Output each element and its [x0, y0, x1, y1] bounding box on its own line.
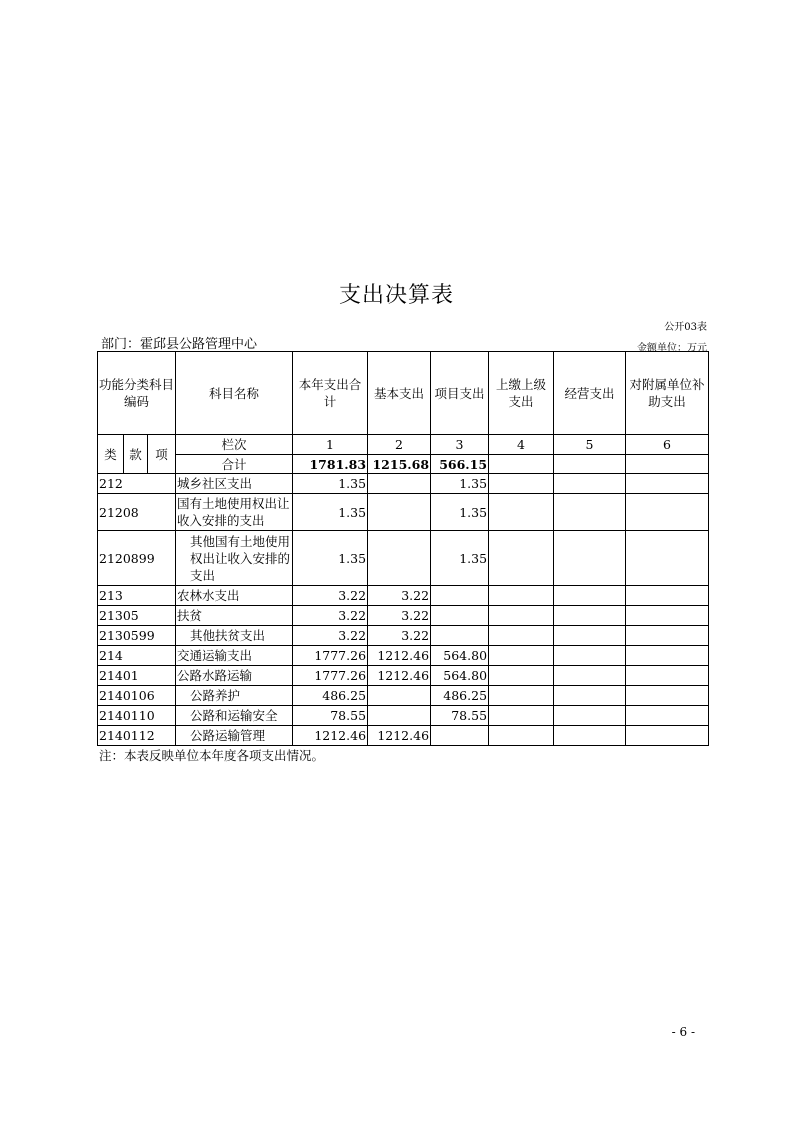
row-upper	[489, 646, 554, 666]
row-name: 农林水支出	[176, 586, 293, 606]
department-label: 部门：霍邱县公路管理中心	[101, 337, 258, 352]
row-subsidy	[626, 606, 709, 626]
row-code: 2140106	[98, 686, 176, 706]
row-basic	[368, 531, 431, 586]
row-name: 交通运输支出	[176, 646, 293, 666]
table-row	[98, 626, 709, 646]
row-subsidy	[626, 726, 709, 746]
row-basic: 3.22	[368, 626, 431, 646]
totals-row	[98, 455, 709, 474]
totals-project: 566.15	[431, 455, 489, 474]
row-upper	[489, 474, 554, 494]
row-total: 3.22	[293, 606, 368, 626]
table-note: 注：本表反映单位本年度各项支出情况。	[99, 748, 325, 763]
row-total: 486.25	[293, 686, 368, 706]
row-basic	[368, 706, 431, 726]
row-basic	[368, 494, 431, 531]
row-business	[554, 646, 626, 666]
row-basic: 1212.46	[368, 666, 431, 686]
row-basic: 1212.46	[368, 726, 431, 746]
row-project	[431, 726, 489, 746]
row-name: 扶贫	[176, 606, 293, 626]
header-project: 项目支出	[431, 352, 489, 435]
header-subject-name: 科目名称	[176, 352, 293, 435]
row-code: 2130599	[98, 626, 176, 646]
header-func-code: 功能分类科目编码	[98, 352, 176, 435]
expenditure-table	[97, 351, 709, 746]
row-total: 3.22	[293, 586, 368, 606]
row-upper	[489, 666, 554, 686]
row-subsidy	[626, 706, 709, 726]
row-code: 21401	[98, 666, 176, 686]
row-code: 21305	[98, 606, 176, 626]
totals-business	[554, 455, 626, 474]
row-upper	[489, 586, 554, 606]
row-name: 城乡社区支出	[176, 474, 293, 494]
table-row	[98, 494, 709, 531]
table-row	[98, 686, 709, 706]
header-row	[98, 352, 709, 435]
row-subsidy	[626, 494, 709, 531]
row-business	[554, 686, 626, 706]
row-name: 公路运输管理	[176, 726, 293, 746]
col-number-2: 2	[368, 435, 431, 455]
row-upper	[489, 686, 554, 706]
header-lei: 类	[98, 435, 124, 474]
col-number-4: 4	[489, 435, 554, 455]
header-upper: 上缴上级支出	[489, 352, 554, 435]
row-subsidy	[626, 531, 709, 586]
row-subsidy	[626, 474, 709, 494]
row-total: 3.22	[293, 626, 368, 646]
row-project: 564.80	[431, 646, 489, 666]
column-label: 栏次	[176, 435, 293, 455]
table-row	[98, 474, 709, 494]
table-row	[98, 646, 709, 666]
row-name: 公路水路运输	[176, 666, 293, 686]
row-upper	[489, 626, 554, 646]
row-business	[554, 474, 626, 494]
row-business	[554, 531, 626, 586]
page-number: - 6 -	[671, 1025, 695, 1039]
row-code: 212	[98, 474, 176, 494]
row-name: 公路养护	[176, 686, 293, 706]
row-business	[554, 706, 626, 726]
row-subsidy	[626, 646, 709, 666]
col-number-5: 5	[554, 435, 626, 455]
row-code: 21208	[98, 494, 176, 531]
totals-upper	[489, 455, 554, 474]
row-basic	[368, 474, 431, 494]
header-basic: 基本支出	[368, 352, 431, 435]
row-code: 2120899	[98, 531, 176, 586]
row-name: 其他国有土地使用权出让收入安排的支出	[176, 531, 293, 586]
row-upper	[489, 494, 554, 531]
column-number-row	[98, 435, 709, 455]
totals-label: 合计	[176, 455, 293, 474]
row-name: 其他扶贫支出	[176, 626, 293, 646]
row-project: 78.55	[431, 706, 489, 726]
page-title: 支出决算表	[338, 283, 454, 308]
row-basic	[368, 686, 431, 706]
header-total: 本年支出合计	[293, 352, 368, 435]
row-upper	[489, 706, 554, 726]
row-basic: 3.22	[368, 606, 431, 626]
row-business	[554, 606, 626, 626]
row-project: 1.35	[431, 494, 489, 531]
table-row	[98, 586, 709, 606]
row-project: 1.35	[431, 531, 489, 586]
totals-subsidy	[626, 455, 709, 474]
row-project	[431, 606, 489, 626]
header-xiang: 项	[148, 435, 176, 474]
amount-unit-label: 金额单位：万元	[637, 343, 707, 354]
header-subsidy: 对附属单位补助支出	[626, 352, 709, 435]
row-code: 2140110	[98, 706, 176, 726]
row-subsidy	[626, 586, 709, 606]
row-code: 213	[98, 586, 176, 606]
row-business	[554, 666, 626, 686]
row-project: 564.80	[431, 666, 489, 686]
row-basic: 1212.46	[368, 646, 431, 666]
row-business	[554, 726, 626, 746]
col-number-6: 6	[626, 435, 709, 455]
row-upper	[489, 606, 554, 626]
row-upper	[489, 726, 554, 746]
form-number: 公开03表	[664, 322, 707, 333]
totals-total: 1781.83	[293, 455, 368, 474]
row-total: 1777.26	[293, 646, 368, 666]
row-name: 国有土地使用权出让收入安排的支出	[176, 494, 293, 531]
totals-basic: 1215.68	[368, 455, 431, 474]
row-subsidy	[626, 686, 709, 706]
table-row	[98, 726, 709, 746]
row-business	[554, 494, 626, 531]
row-total: 1777.26	[293, 666, 368, 686]
row-project: 486.25	[431, 686, 489, 706]
row-project	[431, 586, 489, 606]
row-subsidy	[626, 666, 709, 686]
row-total: 1.35	[293, 531, 368, 586]
table-row	[98, 666, 709, 686]
row-name: 公路和运输安全	[176, 706, 293, 726]
row-total: 1212.46	[293, 726, 368, 746]
row-subsidy	[626, 626, 709, 646]
header-kuan: 款	[124, 435, 148, 474]
table-row	[98, 706, 709, 726]
row-business	[554, 626, 626, 646]
row-project	[431, 626, 489, 646]
row-project: 1.35	[431, 474, 489, 494]
row-code: 2140112	[98, 726, 176, 746]
col-number-3: 3	[431, 435, 489, 455]
row-business	[554, 586, 626, 606]
col-number-1: 1	[293, 435, 368, 455]
row-upper	[489, 531, 554, 586]
row-total: 78.55	[293, 706, 368, 726]
row-total: 1.35	[293, 494, 368, 531]
table-row	[98, 531, 709, 586]
row-total: 1.35	[293, 474, 368, 494]
table-row	[98, 606, 709, 626]
row-basic: 3.22	[368, 586, 431, 606]
header-business: 经营支出	[554, 352, 626, 435]
row-code: 214	[98, 646, 176, 666]
